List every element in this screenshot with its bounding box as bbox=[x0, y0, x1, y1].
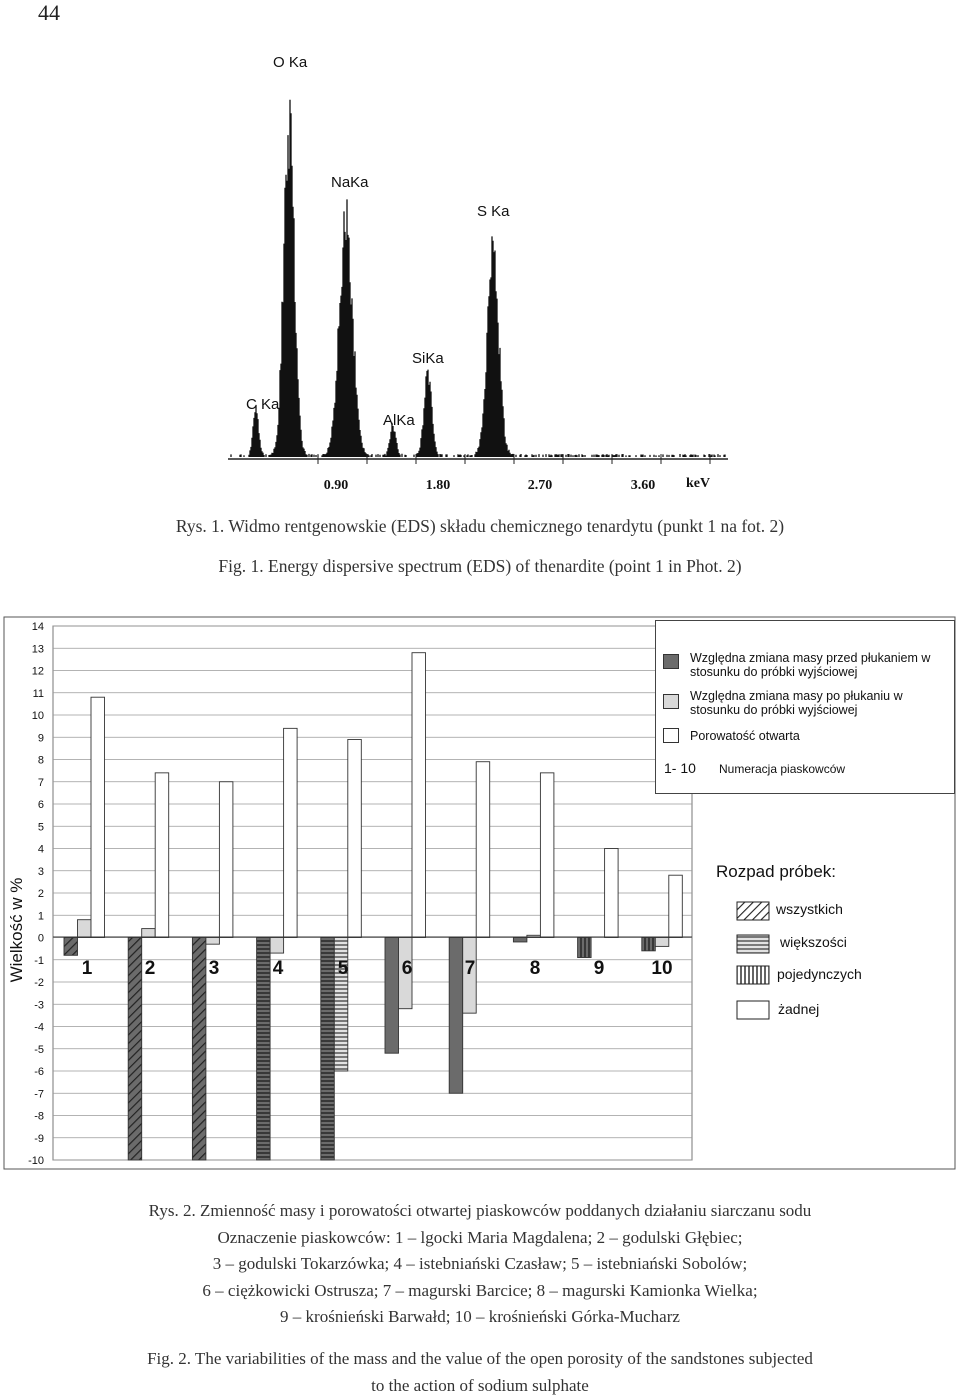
bar-7-series-3 bbox=[476, 762, 490, 938]
y-tick-label: -10 bbox=[28, 1155, 44, 1167]
eds-peak-label: AlKa bbox=[383, 412, 415, 429]
caption-pl-line: 6 – ciężkowicki Ostrusza; 7 – magurski Barcice; 8 – magurski Kamionka Wielka; bbox=[60, 1278, 900, 1305]
y-tick-label: -2 bbox=[34, 977, 44, 989]
bar-6-series-3 bbox=[412, 653, 426, 938]
rozpad-swatch-wszystkich bbox=[737, 902, 769, 920]
figure2-caption-en bbox=[60, 1346, 900, 1399]
y-tick-label: 6 bbox=[38, 799, 44, 811]
bar-1-series-2 bbox=[78, 920, 92, 938]
bar-4-series-3 bbox=[284, 728, 298, 937]
y-tick-label: -6 bbox=[34, 1066, 44, 1078]
category-label: 1 bbox=[82, 958, 93, 979]
caption-pl-line: 3 – godulski Tokarzówka; 4 – istebniański Czasław; 5 – istebniański Sobolów; bbox=[60, 1251, 900, 1278]
y-tick-label: 12 bbox=[32, 666, 44, 678]
rozpad-label-pojedynczych: pojedynczych bbox=[777, 966, 862, 982]
bar-2-series-3 bbox=[155, 773, 169, 938]
page-number: 44 bbox=[38, 0, 60, 26]
bar-4-series-2 bbox=[270, 938, 284, 954]
legend-swatch-porosity bbox=[663, 728, 679, 743]
figure1-caption-en: Fig. 1. Energy dispersive spectrum (EDS) of thenardite (point 1 in Phot. 2) bbox=[0, 556, 960, 577]
legend-swatch-after bbox=[663, 694, 679, 709]
rozpad-label-wiekszosci: większości bbox=[780, 934, 847, 950]
bar-3-series-3 bbox=[219, 782, 233, 938]
legend-box bbox=[655, 620, 955, 794]
y-tick-label: 13 bbox=[32, 643, 44, 655]
y-tick-label: -4 bbox=[34, 1022, 44, 1034]
legend-label-porosity: Porowatość otwarta bbox=[690, 729, 952, 743]
eds-tick-label: 3.60 bbox=[631, 478, 656, 493]
rozpad-swatch-pojedynczych bbox=[737, 966, 769, 984]
eds-tick-label: 0.90 bbox=[324, 478, 349, 493]
category-label: 6 bbox=[402, 958, 413, 979]
bar-1-series-3 bbox=[91, 697, 105, 937]
rozpad-title: Rozpad próbek: bbox=[716, 862, 836, 882]
legend-swatch-before bbox=[663, 654, 679, 669]
bar-10-series-2 bbox=[655, 938, 669, 947]
figure2-caption-pl bbox=[60, 1198, 900, 1331]
bar-9-series-1 bbox=[578, 938, 592, 958]
bar-3-series-2 bbox=[206, 938, 220, 945]
category-label: 10 bbox=[651, 958, 672, 979]
rozpad-label-wszystkich: wszystkich bbox=[776, 901, 843, 917]
caption-pl-line: Rys. 2. Zmienność masy i porowatości otwartej piaskowców poddanych działaniu siarczanu sodu bbox=[60, 1198, 900, 1225]
y-tick-label: 2 bbox=[38, 888, 44, 900]
eds-peak-label: S Ka bbox=[477, 203, 510, 220]
bar-6-series-1 bbox=[385, 938, 399, 1054]
y-tick-label: 5 bbox=[38, 821, 44, 833]
rozpad-swatch-zadnej bbox=[737, 1001, 769, 1019]
y-axis-label: Wielkość w % bbox=[7, 878, 26, 983]
legend-numbering-label: Numeracja piaskowców bbox=[719, 762, 845, 776]
category-label: 7 bbox=[465, 958, 476, 979]
bar-1-series-1 bbox=[64, 938, 78, 956]
y-tick-label: 14 bbox=[32, 621, 44, 633]
bar-2-series-1 bbox=[128, 938, 142, 1161]
legend-label-after: Względna zmiana masy po płukaniu w stosunku do próbki wyjściowej bbox=[690, 689, 952, 717]
rozpad-legend-swatches bbox=[737, 902, 769, 1019]
eds-peak-label: SiKa bbox=[412, 350, 444, 367]
caption-en-line: Fig. 2. The variabilities of the mass and the value of the open porosity of the sandstones subjected bbox=[60, 1346, 900, 1373]
eds-tick-label: 1.80 bbox=[426, 478, 451, 493]
y-tick-label: 8 bbox=[38, 755, 44, 767]
eds-unit-label: keV bbox=[686, 476, 710, 491]
eds-peak-label: C Ka bbox=[246, 396, 280, 413]
legend-label-before: Względna zmiana masy przed płukaniem w stosunku do próbki wyjściowej bbox=[690, 651, 952, 679]
bar-8-series-3 bbox=[540, 773, 554, 938]
eds-peak-label: O Ka bbox=[273, 54, 308, 71]
rozpad-swatch-wiekszosci bbox=[737, 935, 769, 953]
y-tick-label: 10 bbox=[32, 710, 44, 722]
eds-tick-label: 2.70 bbox=[528, 478, 553, 493]
caption-pl-line: 9 – krośnieński Barwałd; 10 – krośnieński Górka-Mucharz bbox=[60, 1304, 900, 1331]
legend-numbering-key: 1- 10 bbox=[664, 761, 696, 775]
y-tick-label: 0 bbox=[38, 933, 44, 945]
bar-10-series-3 bbox=[669, 875, 683, 937]
y-tick-label: 11 bbox=[33, 688, 44, 700]
y-tick-label: 1 bbox=[38, 910, 44, 922]
bar-8-series-1 bbox=[513, 938, 527, 942]
y-tick-label: -8 bbox=[34, 1111, 44, 1123]
bar-9-series-3 bbox=[605, 849, 619, 938]
figure1-caption-pl: Rys. 1. Widmo rentgenowskie (EDS) składu chemicznego tenardytu (punkt 1 na fot. 2) bbox=[0, 516, 960, 537]
y-tick-label: -1 bbox=[34, 955, 44, 967]
y-tick-labels bbox=[28, 621, 44, 1167]
y-tick-label: 7 bbox=[38, 777, 44, 789]
category-label: 8 bbox=[530, 958, 541, 979]
y-tick-label: -5 bbox=[34, 1044, 44, 1056]
rozpad-label-zadnej: żadnej bbox=[778, 1001, 819, 1017]
y-tick-label: -9 bbox=[34, 1133, 44, 1145]
category-label: 9 bbox=[594, 958, 605, 979]
caption-en-line: to the action of sodium sulphate bbox=[60, 1373, 900, 1399]
category-label: 2 bbox=[145, 958, 156, 979]
category-label: 4 bbox=[273, 958, 284, 979]
y-tick-label: 3 bbox=[38, 866, 44, 878]
bar-5-series-1 bbox=[321, 938, 335, 1161]
category-label: 5 bbox=[338, 958, 349, 979]
y-tick-label: -7 bbox=[34, 1088, 44, 1100]
bar-4-series-1 bbox=[257, 938, 271, 1161]
category-label: 3 bbox=[209, 958, 220, 979]
bar-5-series-3 bbox=[348, 739, 362, 937]
y-tick-label: -3 bbox=[34, 999, 44, 1011]
bar-10-series-1 bbox=[642, 938, 656, 951]
bar-2-series-2 bbox=[142, 929, 156, 938]
y-tick-label: 4 bbox=[38, 844, 44, 856]
y-tick-label: 9 bbox=[38, 732, 44, 744]
eds-peak-label: NaKa bbox=[331, 174, 369, 191]
caption-pl-line: Oznaczenie piaskowców: 1 – lgocki Maria Magdalena; 2 – godulski Głębiec; bbox=[60, 1225, 900, 1252]
bar-3-series-1 bbox=[192, 938, 206, 1161]
bar-7-series-1 bbox=[449, 938, 463, 1094]
